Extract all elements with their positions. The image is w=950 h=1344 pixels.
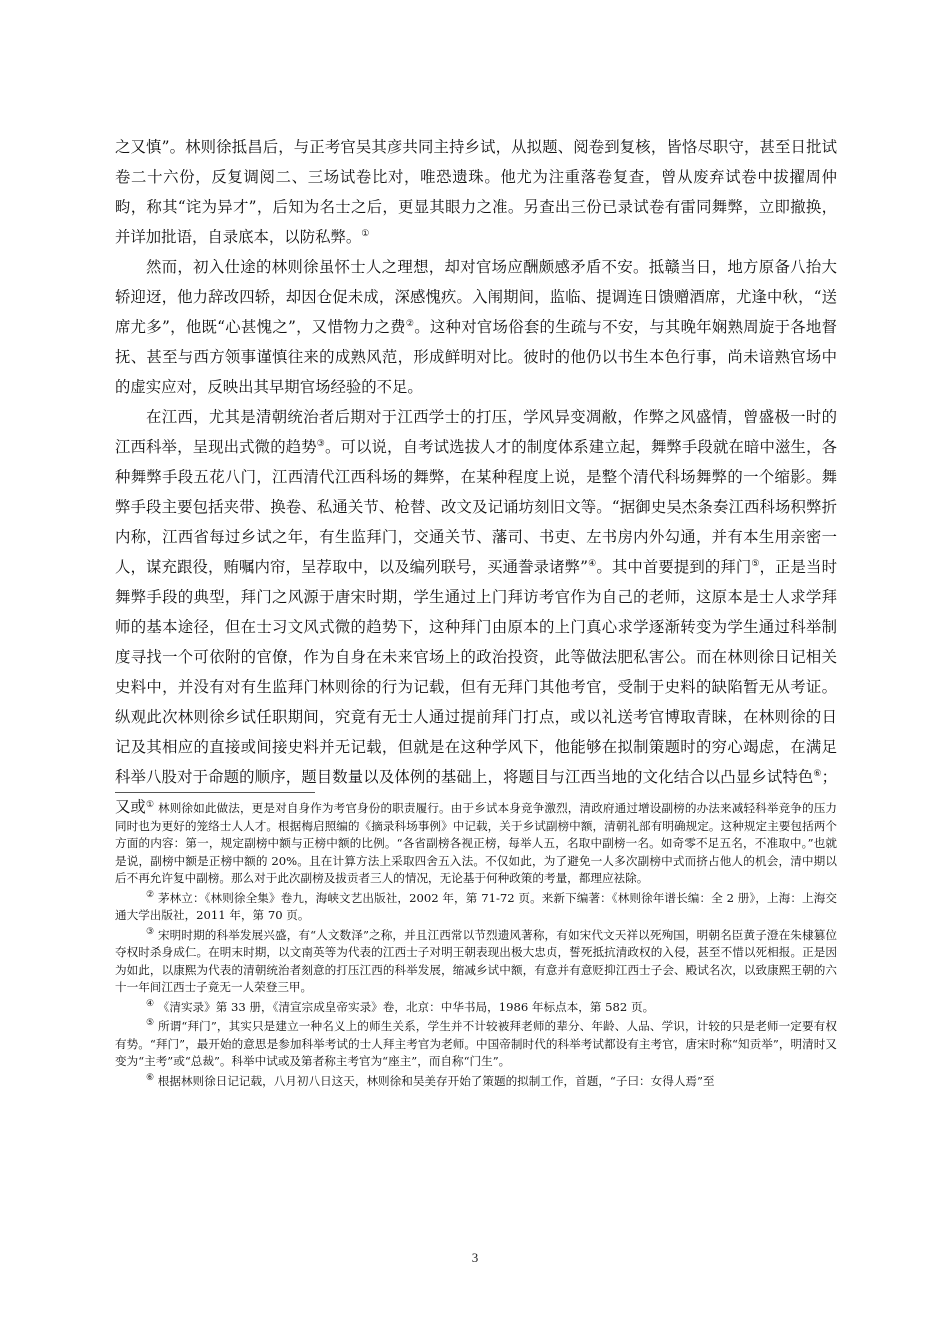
paragraph-3-text-a: 在江西，尤其是清朝统治者后期对于江西学士的打压，学风异变凋敝，作弊之风盛情，曾盛极一时的江西科举，呈现出式微的趋势 [115,408,837,456]
footnote-1-mark: ① [146,800,155,811]
paragraph-3-text-c: 。其中首要提到的拜门 [596,558,752,576]
footnote-2-text: 茅林立：《林则徐全集》卷九，海峡文艺出版社，2002 年，第 71-72 页。来新下编著：《林则徐年谱长编：全 2 册》，上海：上海交通大学出版社，2011 年，第 70 页。 [115,890,837,922]
footnote-ref-4[interactable]: ④ [588,558,597,569]
footnote-5-mark: ⑤ [146,1018,155,1029]
footnote-4-text: 《清实录》第 33 册，《清宣宗成皇帝实录》卷，北京：中华书局，1986 年标点本，第 582 页。 [157,999,655,1014]
footnote-ref-1[interactable]: ① [361,228,370,239]
paragraph-2-text-a: 然而，初入仕途的林则徐虽怀士人之理想，却对官场应酬颇感矛盾不安。抵赣当日，地方原备八抬大轿迎迓，他力辞改四轿，却因仓促未成，深感愧疚。入闱期间，监临、提调连日馈赠酒席，尤逢中秋，“送席尤多”，他既“心甚愧之”，又惜物力之费 [115,258,837,336]
footnote-3-mark: ③ [146,926,155,937]
footnote-1 [115,800,837,888]
footnote-2-mark: ② [146,889,155,900]
page-number: 3 [471,1250,479,1265]
footnote-6-text: 根据林则徐日记记载，八月初八日这天，林则徐和吴美存开始了策题的拟制工作，首题，“子曰：女得人焉”至 [157,1073,715,1088]
paragraph-3-text-e: ；又或 [115,768,837,816]
footnote-ref-6[interactable]: ⑥ [813,768,822,779]
footnote-ref-3[interactable]: ③ [316,438,325,449]
footnote-ref-2[interactable]: ② [405,318,415,329]
paragraph-1-text: 之又慎”。林则徐抵昌后，与正考官吴其彦共同主持乡试，从拟题、阅卷到复核，皆恪尽职守，甚至日批试卷二十六份，反复调阅二、三场试卷比对，唯恐遗珠。他尤为注重落卷复查，曾从废弃试卷中拔擢周仲畇，称其“诧为异才”，后知为名士之后，更显其眼力之准。另查出三份已录试卷有雷同舞弊，立即撤换，并详加批语，自录底本，以防私弊。 [115,138,837,246]
footnote-6-mark: ⑥ [146,1072,155,1083]
paragraph-2-text-b: 。这种对官场俗套的生疏与不安，与其晚年娴熟周旋于各地督抚、甚至与西方领事谨慎往来的成熟风范，形成鲜明对比。彼时的他仍以书生本色行事，尚未谙熟官场中的虚实应对，反映出其早期官场经验的不足。 [115,318,837,396]
footnote-5 [115,1018,837,1071]
footnote-3 [115,927,837,997]
paragraph-3 [115,402,837,822]
paragraph-3-text-d: ，正是当时舞弊手段的典型，拜门之风源于唐宋时期，学生通过上门拜访考官作为自己的老师，这原本是士人求学拜师的基本途径，但在士习文风式微的趋势下，这种拜门由原本的上门真心求学逐渐转变为学生通过科举制度寻找一个可依附的官僚，作为自身在未来官场上的政治投资，此等做法肥私害公。而在林则徐日记相关史料中，并没有对有生监拜门林则徐的行为记载，但有无拜门其他考官，受制于史料的缺陷暂无从考证。纵观此次林则徐乡试任职期间，究竟有无士人通过提前拜门打点，或以礼送考官博取青睐，在林则徐的日记及其相应的直接或间接史料并无记载，但就是在这种学风下，他能够在拟制策题时的穷心竭虑，在满足科举八股对于命题的顺序，题目数量以及体例的基础上，将题目与江西当地的文化结合以凸显乡试特色 [115,558,837,786]
paragraph-1 [115,132,837,252]
footnote-separator [115,792,315,793]
main-text [115,132,837,822]
footnote-4 [115,999,837,1017]
footnotes [115,800,837,1092]
footnote-5-text: 所谓“拜门”，其实只是建立一种名义上的师生关系，学生并不计较被拜老师的辈分、年龄、人品、学识，计较的只是老师一定要有权有势。“拜门”，最开始的意思是参加科举考试的士人拜主考官为老师。中国帝制时代的科举考试都设有主考官，唐宋时称“知贡举”，明清时又变为“主考”或“总裁”。科举中试或及第者称主考官为“座主”，而自称“门生”。 [115,1019,838,1068]
footnote-4-mark: ④ [146,998,155,1009]
footnote-3-text: 宋明时期的科举发展兴盛，有“人文数泽”之称，并且江西常以节烈遗风著称，有如宋代文天祥以死殉国，明朝名臣黄子澄在朱棣篡位夺权时杀身成仁。在明末时期，以文南英等为代表的江西士子对明王朝表现出极大忠贞，誓死抵抗清政权的入侵，甚至不惜以死相报。正是因为如此，以康熙为代表的清朝统治者刻意的打压江西的科举发展，缩减乡试中额，有意并有意贬抑江西士子会、殿试名次，以致康熙王朝的六十一年间江西士子竟无一人荣登三甲。 [115,927,838,994]
footnote-ref-5[interactable]: ⑤ [751,558,760,569]
footnote-2 [115,890,837,925]
paragraph-3-text-b: 。可以说，自考试选拔人才的制度体系建立起，舞弊手段就在暗中滋生，各种舞弊手段五花八门，江西清代江西科场的舞弊，在某种程度上说，是整个清代科场舞弊的一个缩影。舞弊手段主要包括夹带、换卷、私通关节、枪替、改文及记诵坊刻旧文等。“据御史吴杰条奏江西科场积弊折内称，江西省每过乡试之年，有生监拜门，交通关节、藩司、书吏、左书房内外勾通，并有本生用亲密一人，谋充跟役，贿嘱内帘，呈荐取中，以及编列联号，买通誊录诸弊” [115,438,837,576]
footnote-1-text: 林则徐如此做法，更是对自身作为考官身份的职责履行。由于乡试本身竞争激烈，清政府通过增设副榜的办法来减轻科举竞争的压力同时也为更好的笼络士人人才。根据梅启照编的《摘录科场事例》中记载，关于乡试副榜中额，清朝礼部有明确规定。这种规定主要包括两个方面的内容：第一，规定副榜中额与正榜中额的比例。“各省副榜各视正榜，每举人五，名取中副榜一名。如奇零不足五名，不准取中。”也就是说，副榜中额是正榜中额的 20%。且在计算方法上采取四舍五入法。不仅如此，为了避免一人多次副榜中式而挤占他人的机会，清中期以后不再允许复中副榜。那么对于此次副榜及拔贡者三人的情况，无论基于何种政策的考量，都理应祛除。 [115,801,837,885]
footnote-6 [115,1073,837,1091]
paragraph-2 [115,252,837,402]
